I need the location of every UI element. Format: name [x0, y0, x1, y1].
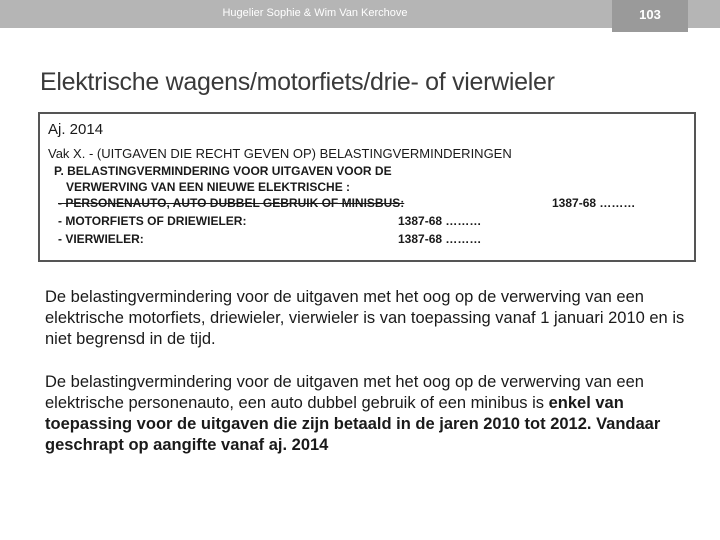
form-row-code: 1387-68 ……… [398, 232, 482, 246]
form-row-label: - VIERWIELER: [58, 232, 144, 246]
paragraph-personenauto [45, 372, 705, 456]
paragraph-plain-text: De belastingvermindering voor de uitgaven met het oog op de verwerving van een elektrische personenauto, een auto dubbel gebruik of een minibus is [45, 373, 644, 412]
form-row-label: - PERSONENAUTO, AUTO DUBBEL GEBRUIK OF MINISBUS: [58, 196, 405, 210]
tax-form-excerpt [38, 112, 696, 262]
form-row-label: - MOTORFIETS OF DRIEWIELER: [58, 214, 247, 228]
paragraph-emphasis: enkel van toepassing voor de uitgaven die zijn betaald in de jaren 2010 tot 2012. Vandaar geschrapt op aangifte vanaf aj. 2014 [45, 394, 661, 454]
form-row-motorfiets [58, 214, 246, 228]
subsection-heading-line1: P. BELASTINGVERMINDERING VOOR UITGAVEN VOOR DE [54, 164, 392, 178]
subsection-heading-line2: VERWERVING VAN EEN NIEUWE ELEKTRISCHE : [66, 180, 351, 194]
form-row-code: 1387-68 ……… [552, 196, 636, 210]
page-number: 103 [639, 7, 661, 22]
header-authors: Hugelier Sophie & Wim Van Kerchove [222, 7, 408, 19]
section-heading: Vak X. - (UITGAVEN DIE RECHT GEVEN OP) BELASTINGVERMINDERINGEN [48, 146, 512, 161]
form-row-personenauto [58, 196, 404, 210]
form-row-vierwieler [58, 232, 144, 246]
form-row-code: 1387-68 ……… [398, 214, 482, 228]
assessment-year: Aj. 2014 [48, 121, 104, 138]
paragraph-motorfiets: De belastingvermindering voor de uitgaven met het oog op de verwerving van een elektrische motorfiets, driewieler, vierwieler is van toepassing vanaf 1 januari 2010 en is niet begrensd in de tijd. [45, 288, 685, 348]
slide-title: Elektrische wagens/motorfiets/drie- of vierwieler [40, 68, 555, 96]
